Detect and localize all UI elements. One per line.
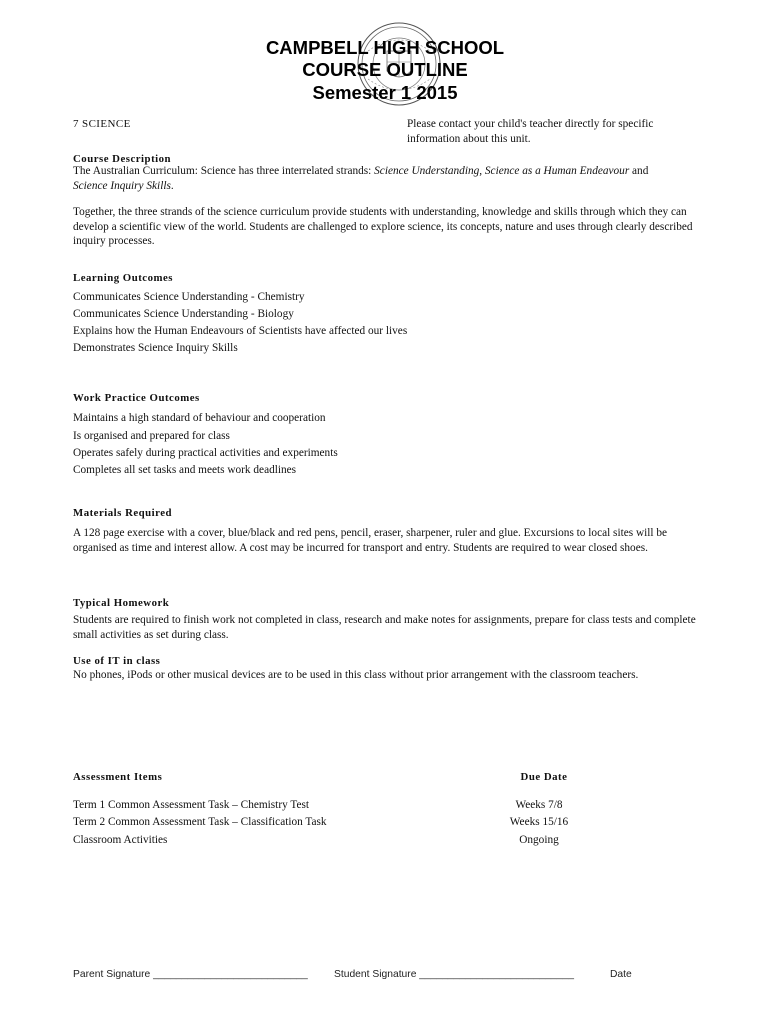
- assessment-item-due: Weeks 7/8: [515, 799, 563, 811]
- list-item: Maintains a high standard of behaviour and cooperation: [73, 412, 326, 424]
- materials-heading: Materials Required: [73, 507, 173, 519]
- list-item: Is organised and prepared for class: [73, 430, 230, 442]
- list-item: Operates safely during practical activities and experiments: [73, 447, 338, 459]
- homework-text: Students are required to finish work not completed in class, research and make notes for assignments, prepare for class tests and complete small activities as set during class.: [73, 614, 696, 641]
- it-use-text: No phones, iPods or other musical devices are to be used in this class without prior arrangement with the classroom teachers.: [73, 669, 639, 681]
- list-item: Demonstrates Science Inquiry Skills: [73, 342, 238, 354]
- assessment-item-name: Term 1 Common Assessment Task – Chemistry Test: [73, 799, 310, 811]
- subject-code: 7 SCIENCE: [73, 118, 131, 130]
- and-text: and: [629, 165, 649, 177]
- intro-text: The Australian Curriculum: Science has three interrelated strands:: [73, 165, 375, 177]
- assessment-heading: Assessment Items: [73, 771, 163, 783]
- contact-note: Please contact your child's teacher directly for specific information about this unit.: [407, 118, 654, 145]
- assessment-item-due: Ongoing: [519, 834, 559, 846]
- assessment-item-due: Weeks 15/16: [509, 816, 569, 828]
- student-signature-line: Student Signature ___________________________: [334, 969, 574, 980]
- assessment-item-name: Term 2 Common Assessment Task – Classification Task: [73, 816, 327, 828]
- strand-last-italic: Science Inquiry Skills: [73, 179, 171, 192]
- document-title: COURSE OUTLINE: [302, 59, 468, 80]
- homework-heading: Typical Homework: [73, 597, 170, 609]
- list-item: Completes all set tasks and meets work deadlines: [73, 464, 297, 476]
- materials-text: A 128 page exercise with a cover, blue/black and red pens, pencil, eraser, sharpener, ruler and glue. Excursions to local sites will be organised as time and interest allow. A cost may be incurred for transport and entry. Students are required to wear closed shoes.: [73, 527, 668, 554]
- list-item: Communicates Science Understanding - Biology: [73, 308, 294, 320]
- course-description-heading: Course Description: [73, 153, 172, 165]
- list-item: Explains how the Human Endeavours of Scientists have affected our lives: [73, 325, 408, 337]
- work-practice-heading: Work Practice Outcomes: [73, 392, 200, 404]
- strands-italic: Science Understanding, Science as a Human Endeavour: [374, 165, 630, 177]
- semester-title: Semester 1 2015: [312, 82, 458, 103]
- parent-signature-line: Parent Signature ___________________________: [73, 969, 308, 980]
- course-description-intro: [73, 164, 673, 193]
- list-item: Communicates Science Understanding - Chemistry: [73, 291, 305, 303]
- school-name: CAMPBELL HIGH SCHOOL: [265, 37, 505, 58]
- date-label: Date: [610, 969, 632, 980]
- end-text: .: [170, 179, 174, 192]
- it-use-heading: Use of IT in class: [73, 655, 161, 667]
- due-date-heading: Due Date: [520, 771, 568, 783]
- learning-outcomes-heading: Learning Outcomes: [73, 272, 173, 284]
- course-description-paragraph: Together, the three strands of the science curriculum provide students with understanding, knowledge and skills through which they can develop a scientific view of the world. Students are challenged to explore science, its concepts, nature and uses through clearly described inquiry processes.: [73, 206, 693, 247]
- assessment-item-name: Classroom Activities: [73, 834, 168, 846]
